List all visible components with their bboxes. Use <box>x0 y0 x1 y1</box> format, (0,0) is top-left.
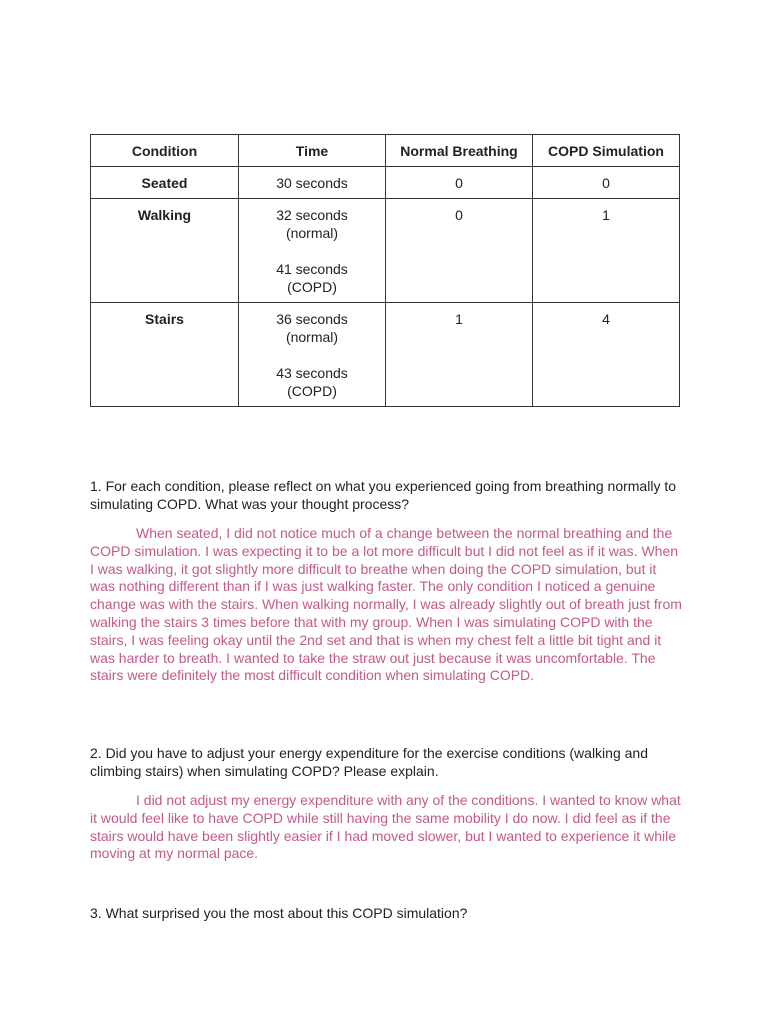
time-note: (COPD) <box>287 279 337 295</box>
normal-breathing-cell: 1 <box>386 303 533 407</box>
copd-simulation-cell: 4 <box>533 303 680 407</box>
time-cell <box>239 167 386 199</box>
time-value: 30 seconds <box>276 175 348 191</box>
condition-cell: Stairs <box>91 303 239 407</box>
time-note: (COPD) <box>287 383 337 399</box>
condition-cell: Walking <box>91 199 239 303</box>
time-note: (normal) <box>285 329 339 345</box>
question-3: 3. What surprised you the most about this COPD simulation? <box>90 905 468 921</box>
time-value: 41 seconds <box>276 261 348 277</box>
question-1: 1. For each condition, please reflect on what you experienced going from breathing normally to simulating COPD. What was your thought process? <box>90 478 677 512</box>
table-row <box>91 199 680 303</box>
time-value: 32 seconds <box>276 207 348 223</box>
header-copd-simulation: COPD Simulation <box>533 135 680 167</box>
table-header-row <box>91 135 680 167</box>
normal-breathing-cell: 0 <box>386 199 533 303</box>
time-note: (normal) <box>285 225 339 241</box>
header-normal-breathing: Normal Breathing <box>386 135 533 167</box>
copd-simulation-cell: 0 <box>533 167 680 199</box>
normal-breathing-cell: 0 <box>386 167 533 199</box>
table-row <box>91 167 680 199</box>
time-cell <box>239 199 386 303</box>
time-value: 36 seconds <box>276 311 348 327</box>
copd-simulation-cell: 1 <box>533 199 680 303</box>
condition-cell: Seated <box>91 167 239 199</box>
question-2: 2. Did you have to adjust your energy expenditure for the exercise conditions (walking and climbing stairs) when simulating COPD? Please explain. <box>90 745 648 779</box>
time-cell <box>239 303 386 407</box>
time-value: 43 seconds <box>276 365 348 381</box>
answer-2: I did not adjust my energy expenditure with any of the conditions. I wanted to know what it would feel like to have COPD while still having the same mobility I do now. I did feel as if the stairs would have been slightly easier if I had moved slower, but I wanted to experience it while moving at my normal pace. <box>90 792 681 862</box>
header-time: Time <box>239 135 386 167</box>
answer-1: When seated, I did not notice much of a change between the normal breathing and the COPD simulation. I was expecting it to be a lot more difficult but I did not feel as if it was. When I was walking, it got slightly more difficult to breathe when doing the COPD simulation, but it was nothing different than if I was just walking faster. The only condition I noticed a genuine change was with the stairs. When walking normally, I was already slightly out of breath just from walking the stairs 3 times before that with my group. When I was simulating COPD with the stairs, I was feeling okay until the 2nd set and that is when my chest felt a little bit tight and it was harder to breath. I wanted to take the straw out just because it was uncomfortable. The stairs were definitely the most difficult condition when simulating COPD. <box>90 525 682 684</box>
results-table <box>90 134 680 407</box>
header-condition: Condition <box>91 135 239 167</box>
table-row <box>91 303 680 407</box>
